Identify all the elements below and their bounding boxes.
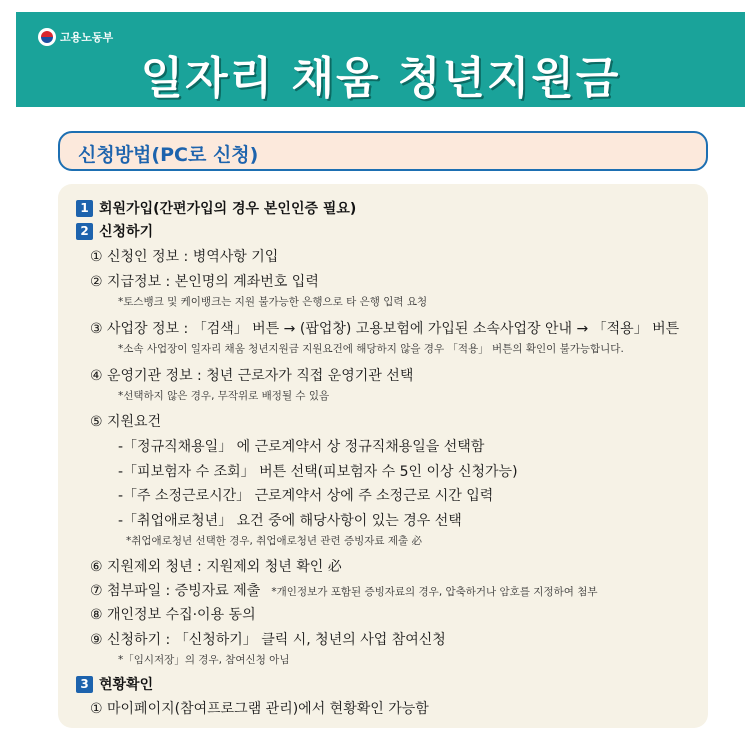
step-title: 회원가입(간편가입의 경우 본인인증 필요) bbox=[99, 201, 357, 217]
step-1 bbox=[76, 198, 356, 218]
apply-note-3: *소속 사업장이 일자리 채움 청년지원금 지원요건에 해당하지 않을 경우 「적용」 버튼의 확인이 불가능합니다. bbox=[118, 343, 624, 355]
apply-item-4: ④ 운영기관 정보 : 청년 근로자가 직접 운영기관 선택 bbox=[90, 368, 414, 384]
step-title: 현황확인 bbox=[99, 677, 154, 693]
status-item-1: ① 마이페이지(참여프로그램 관리)에서 현황확인 가능함 bbox=[90, 701, 429, 717]
step-3 bbox=[76, 674, 153, 694]
ministry-name: 고용노동부 bbox=[60, 31, 114, 44]
section-title: 신청방법(PC로 신청) bbox=[78, 144, 259, 166]
page-title: 일자리 채움 청년지원금 bbox=[140, 53, 621, 104]
step-number-badge: 3 bbox=[76, 676, 93, 693]
apply-note-4: *선택하지 않은 경우, 무작위로 배정될 수 있음 bbox=[118, 390, 330, 402]
requirement-3: -「주 소정근로시간」 근로계약서 상에 주 소정근로 시간 입력 bbox=[118, 488, 494, 504]
apply-item-7: ⑦ 첨부파일 : 증빙자료 제출 bbox=[90, 583, 261, 599]
apply-item-3: ③ 사업장 정보 : 「검색」 버튼 → (팝업창) 고용보험에 가입된 소속사업장 안내 → 「적용」 버튼 bbox=[90, 321, 680, 337]
apply-note-7: *개인정보가 포함된 증빙자료의 경우, 압축하거나 암호를 지정하여 첨부 bbox=[271, 586, 598, 598]
apply-item-5: ⑤ 지원요건 bbox=[90, 414, 162, 430]
step-number-badge: 1 bbox=[76, 200, 93, 217]
requirement-4: -「취업애로청년」 요건 중에 해당사항이 있는 경우 선택 bbox=[118, 513, 462, 529]
apply-note-9: *「임시저장」의 경우, 참여신청 아님 bbox=[118, 654, 290, 666]
apply-item-9: ⑨ 신청하기 : 「신청하기」 클릭 시, 청년의 사업 참여신청 bbox=[90, 632, 446, 648]
requirement-note-4: *취업애로청년 선택한 경우, 취업애로청년 관련 증빙자료 제출 必 bbox=[126, 535, 423, 547]
header-banner bbox=[16, 12, 745, 107]
step-2 bbox=[76, 221, 153, 241]
apply-item-8: ⑧ 개인정보 수집·이용 동의 bbox=[90, 607, 256, 623]
apply-note-2: *토스뱅크 및 케이뱅크는 지원 불가능한 은행으로 타 은행 입력 요청 bbox=[118, 296, 428, 308]
step-title: 신청하기 bbox=[99, 224, 154, 240]
apply-item-1: ① 신청인 정보 : 병역사항 기입 bbox=[90, 249, 279, 265]
apply-item-6: ⑥ 지원제외 청년 : 지원제외 청년 확인 必 bbox=[90, 559, 342, 575]
apply-item-7-row bbox=[90, 580, 598, 600]
apply-item-2: ② 지급정보 : 본인명의 계좌번호 입력 bbox=[90, 274, 319, 290]
requirement-1: -「정규직채용일」 에 근로계약서 상 정규직채용일을 선택함 bbox=[118, 439, 485, 455]
step-number-badge: 2 bbox=[76, 223, 93, 240]
requirement-2: -「피보험자 수 조회」 버튼 선택(피보험자 수 5인 이상 신청가능) bbox=[118, 464, 518, 480]
section-header bbox=[58, 131, 708, 171]
